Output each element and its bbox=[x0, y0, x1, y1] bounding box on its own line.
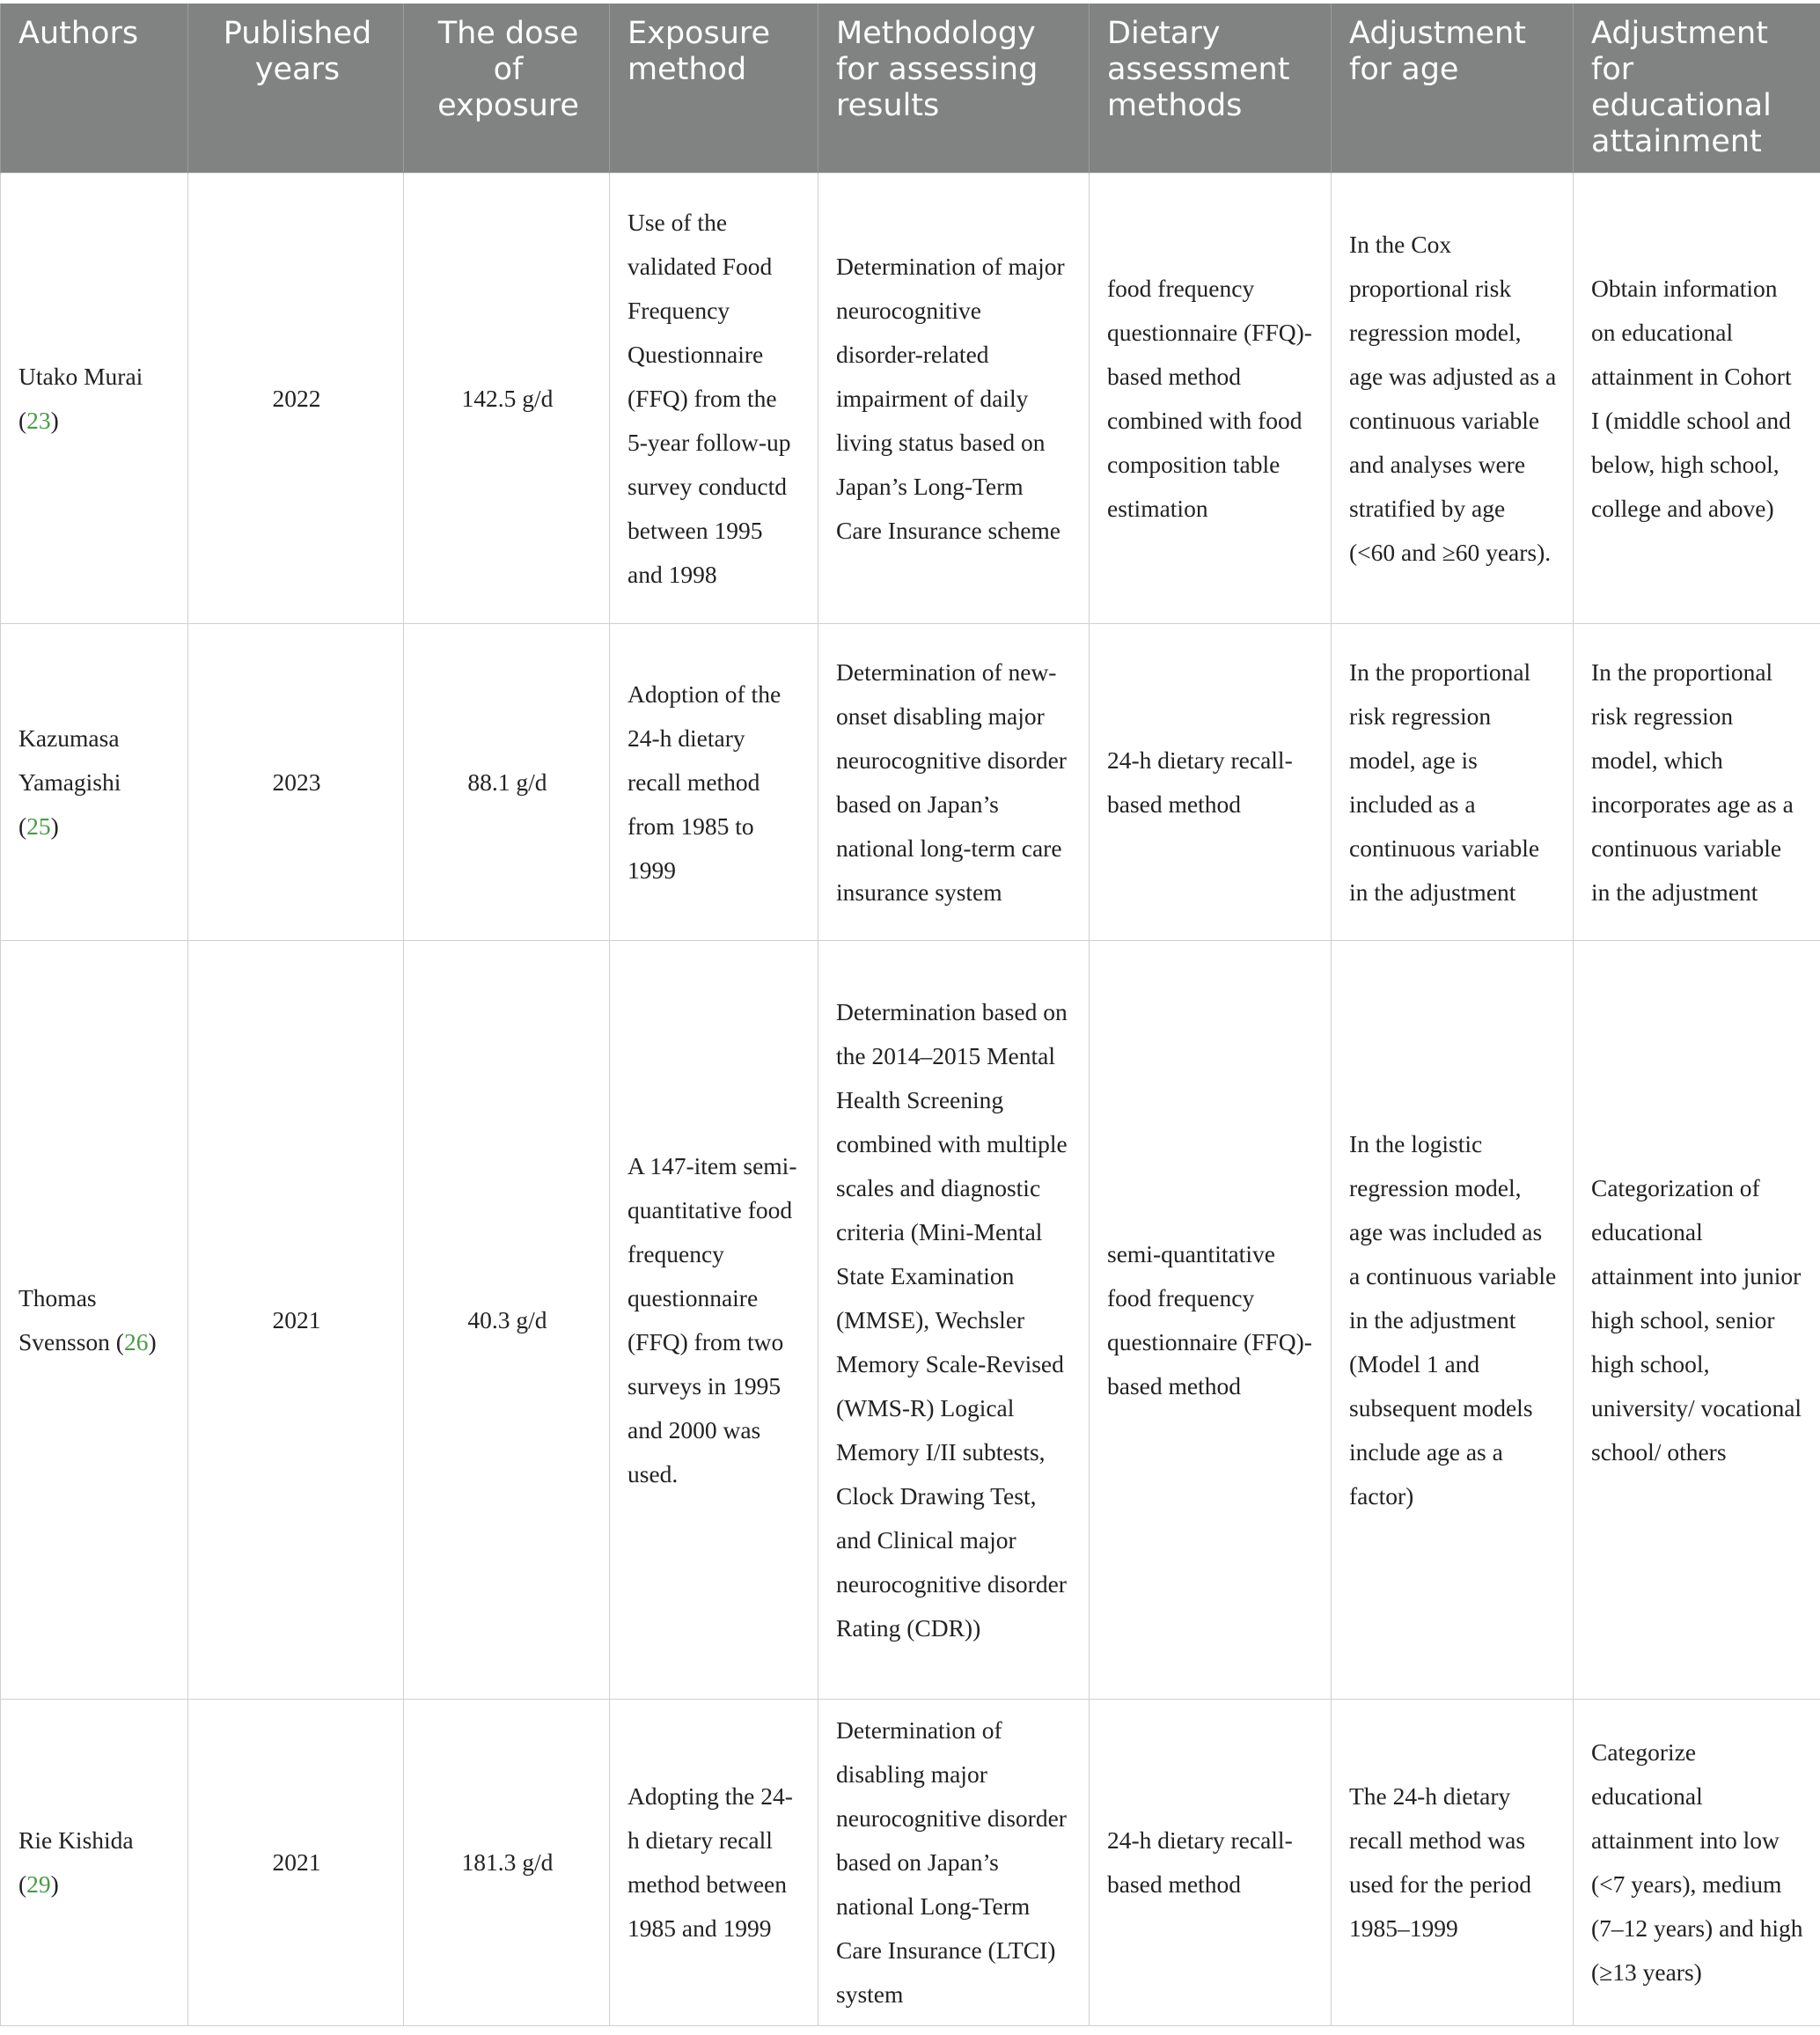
edu-adjust-cell: Obtain information on educational attainment in Cohort I (middle school and below, high school, college and above) bbox=[1574, 173, 1820, 624]
header-adjustment-education: Adjustment for educational attainment bbox=[1574, 4, 1820, 173]
dose-cell: 181.3 g/d bbox=[404, 1700, 610, 2026]
table-row bbox=[1, 941, 1820, 1700]
author-cell: Thomas Svensson (26) bbox=[1, 941, 188, 1700]
age-adjust-cell: In the Cox proportional risk regression model, age was adjusted as a continuous variable and analyses were stratified by age (<60 and ≥60 years). bbox=[1332, 173, 1574, 624]
dietary-cell: 24-h dietary recall-based method bbox=[1090, 624, 1332, 941]
header-methodology: Methodology for assessing results bbox=[818, 4, 1090, 173]
year-cell: 2021 bbox=[188, 1700, 404, 2026]
header-exposure-method: Exposure method bbox=[610, 4, 818, 173]
table-row bbox=[1, 624, 1820, 941]
edu-adjust-cell: In the proportional risk regression model, which incorporates age as a continuous variable in the adjustment bbox=[1574, 624, 1820, 941]
dietary-cell: food frequency questionnaire (FFQ)-based method combined with food composition table estimation bbox=[1090, 173, 1332, 624]
author-name: Thomas Svensson bbox=[18, 1283, 110, 1355]
exposure-method-cell: Adoption of the 24-h dietary recall method from 1985 to 1999 bbox=[610, 624, 818, 941]
age-adjust-cell: In the logistic regression model, age was included as a continuous variable in the adjustment (Model 1 and subsequent models include age as a factor) bbox=[1332, 941, 1574, 1700]
dose-cell: 40.3 g/d bbox=[404, 941, 610, 1700]
methodology-cell: Determination of major neurocognitive disorder-related impairment of daily living status based on Japan’s Long-Term Care Insurance scheme bbox=[818, 173, 1090, 624]
methodology-cell: Determination of disabling major neurocognitive disorder based on Japan’s national Long-Term Care Insurance (LTCI) system bbox=[818, 1700, 1090, 2026]
author-cell: Utako Murai (23) bbox=[1, 173, 188, 624]
methodology-cell: Determination of new-onset disabling major neurocognitive disorder based on Japan’s national long-term care insurance system bbox=[818, 624, 1090, 941]
exposure-method-cell: A 147-item semi-quantitative food frequency questionnaire (FFQ) from two surveys in 1995 and 2000 was used. bbox=[610, 941, 818, 1700]
author-name: Kazumasa Yamagishi bbox=[18, 724, 121, 796]
age-adjust-cell: In the proportional risk regression model, age is included as a continuous variable in the adjustment bbox=[1332, 624, 1574, 941]
studies-table bbox=[0, 4, 1820, 2026]
dose-cell: 142.5 g/d bbox=[404, 173, 610, 624]
edu-adjust-cell: Categorization of educational attainment into junior high school, senior high school, university/ vocational school/ others bbox=[1574, 941, 1820, 1700]
year-cell: 2022 bbox=[188, 173, 404, 624]
exposure-method-cell: Use of the validated Food Frequency Questionnaire (FFQ) from the 5-year follow-up survey conductd between 1995 and 1998 bbox=[610, 173, 818, 624]
table-row bbox=[1, 173, 1820, 624]
reference-link[interactable]: 25 bbox=[26, 812, 51, 840]
header-row bbox=[1, 4, 1820, 173]
author-name: Rie Kishida bbox=[18, 1826, 134, 1854]
header-adjustment-age: Adjustment for age bbox=[1332, 4, 1574, 173]
exposure-method-cell: Adopting the 24-h dietary recall method between 1985 and 1999 bbox=[610, 1700, 818, 2026]
age-adjust-cell: The 24-h dietary recall method was used for the period 1985–1999 bbox=[1332, 1700, 1574, 2026]
dietary-cell: semi-quantitative food frequency questionnaire (FFQ)-based method bbox=[1090, 941, 1332, 1700]
header-published-years: Published years bbox=[188, 4, 404, 173]
reference-link[interactable]: 23 bbox=[26, 406, 51, 434]
edu-adjust-cell: Categorize educational attainment into low (<7 years), medium (7–12 years) and high (≥13 years) bbox=[1574, 1700, 1820, 2026]
year-cell: 2023 bbox=[188, 624, 404, 941]
dose-cell: 88.1 g/d bbox=[404, 624, 610, 941]
reference-link[interactable]: 26 bbox=[123, 1327, 149, 1355]
year-cell: 2021 bbox=[188, 941, 404, 1700]
methodology-cell: Determination based on the 2014–2015 Mental Health Screening combined with multiple scales and diagnostic criteria (Mini-Mental State Examination (MMSE), Wechsler Memory Scale-Revised (WMS-R) Logical Memory I/II subtests, Clock Drawing Test, and Clinical major neurocognitive disorder Rating (CDR)) bbox=[818, 941, 1090, 1700]
dietary-cell: 24-h dietary recall-based method bbox=[1090, 1700, 1332, 2026]
table-row bbox=[1, 1700, 1820, 2026]
reference-link[interactable]: 29 bbox=[26, 1870, 51, 1898]
author-cell: Rie Kishida (29) bbox=[1, 1700, 188, 2026]
author-name: Utako Murai bbox=[18, 362, 143, 390]
author-cell: Kazumasa Yamagishi (25) bbox=[1, 624, 188, 941]
header-dietary-assessment: Dietary assessment methods bbox=[1090, 4, 1332, 173]
header-authors: Authors bbox=[1, 4, 188, 173]
header-dose-of-exposure: The dose of exposure bbox=[404, 4, 610, 173]
